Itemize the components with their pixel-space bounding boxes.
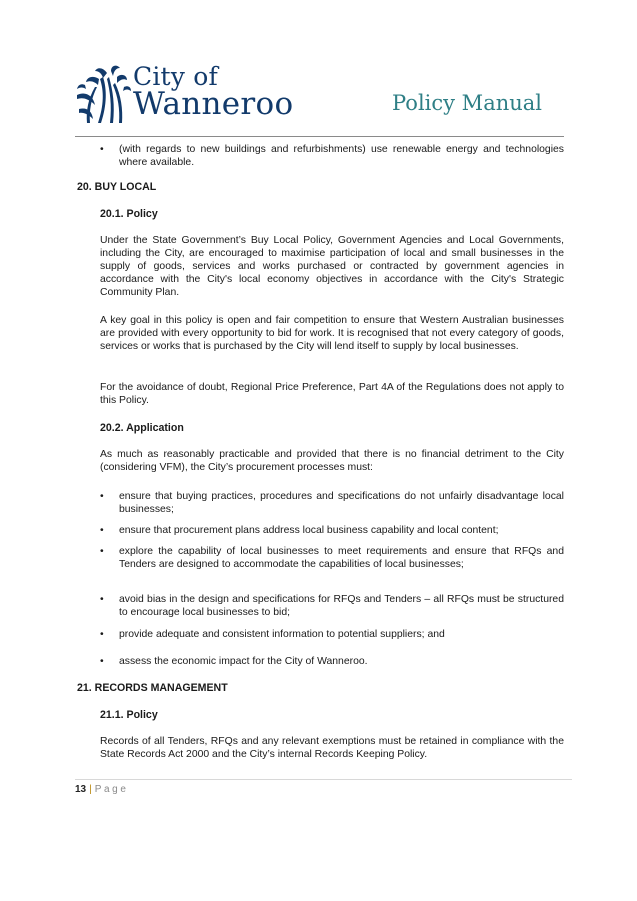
bullet-marker: • xyxy=(100,656,104,667)
paragraph: Under the State Government’s Buy Local Policy, Government Agencies and Local Governments, including the City, are encouraged to maximise participation of local and small businesses in the supply of goods, services and works purchased or contracted by government agencies in accordance with the City's local economy objectives in accordance with the City's Strategic Community Plan. xyxy=(100,235,564,298)
bullet-marker: • xyxy=(100,594,104,605)
bullet-marker: • xyxy=(100,629,104,640)
header-divider xyxy=(75,136,564,137)
list-item-text: assess the economic impact for the City of Wanneroo. xyxy=(119,656,368,667)
list-item-text: provide adequate and consistent information to potential suppliers; and xyxy=(119,629,445,640)
city-logo xyxy=(77,63,297,125)
kangaroo-paw-logo-icon xyxy=(77,65,131,127)
list-item-text: explore the capability of local businesses to meet requirements and ensure that RFQs and Tenders are designed to accommodate the capabilities of local businesses; xyxy=(119,546,564,570)
list-item-text: ensure that procurement plans address local business capability and local content; xyxy=(119,525,499,536)
list-item-text: ensure that buying practices, procedures and specifications do not unfairly disadvantage local businesses; xyxy=(119,491,564,515)
bullet-marker: • xyxy=(100,144,104,155)
list-item-text: avoid bias in the design and specifications for RFQs and Tenders – all RFQs must be structured to encourage local businesses to bid; xyxy=(119,594,564,618)
page-footer xyxy=(75,784,129,795)
bullet-marker: • xyxy=(100,525,104,536)
footer-divider xyxy=(75,779,572,780)
section-heading: 21. RECORDS MANAGEMENT xyxy=(77,682,228,694)
org-name-line1: City of xyxy=(133,62,218,91)
subsection-heading: 20.1. Policy xyxy=(100,208,158,220)
page-label: Page xyxy=(94,784,129,795)
bullet-marker: • xyxy=(100,546,104,557)
subsection-heading: 20.2. Application xyxy=(100,422,184,434)
org-name-line2: Wanneroo xyxy=(133,86,294,122)
paragraph: A key goal in this policy is open and fair competition to ensure that Western Australian businesses are provided with every opportunity to bid for work. It is recognised that not every category of goods, services or works that is purchased by the City will lend itself to supply by local businesses. xyxy=(100,315,564,352)
page-number: 13 xyxy=(75,784,87,795)
paragraph: For the avoidance of doubt, Regional Price Preference, Part 4A of the Regulations does not apply to this Policy. xyxy=(100,382,564,406)
subsection-heading: 21.1. Policy xyxy=(100,709,158,721)
footer-separator: | xyxy=(89,784,92,795)
list-item-text: (with regards to new buildings and refurbishments) use renewable energy and technologies where available. xyxy=(119,144,564,168)
paragraph: As much as reasonably practicable and provided that there is no financial detriment to the City (considering VFM), the City’s procurement processes must: xyxy=(100,449,564,473)
paragraph: Records of all Tenders, RFQs and any relevant exemptions must be retained in compliance with the State Records Act 2000 and the City’s internal Records Keeping Policy. xyxy=(100,736,564,760)
section-heading: 20. BUY LOCAL xyxy=(77,181,157,193)
manual-title: Policy Manual xyxy=(392,91,542,115)
bullet-marker: • xyxy=(100,491,104,502)
